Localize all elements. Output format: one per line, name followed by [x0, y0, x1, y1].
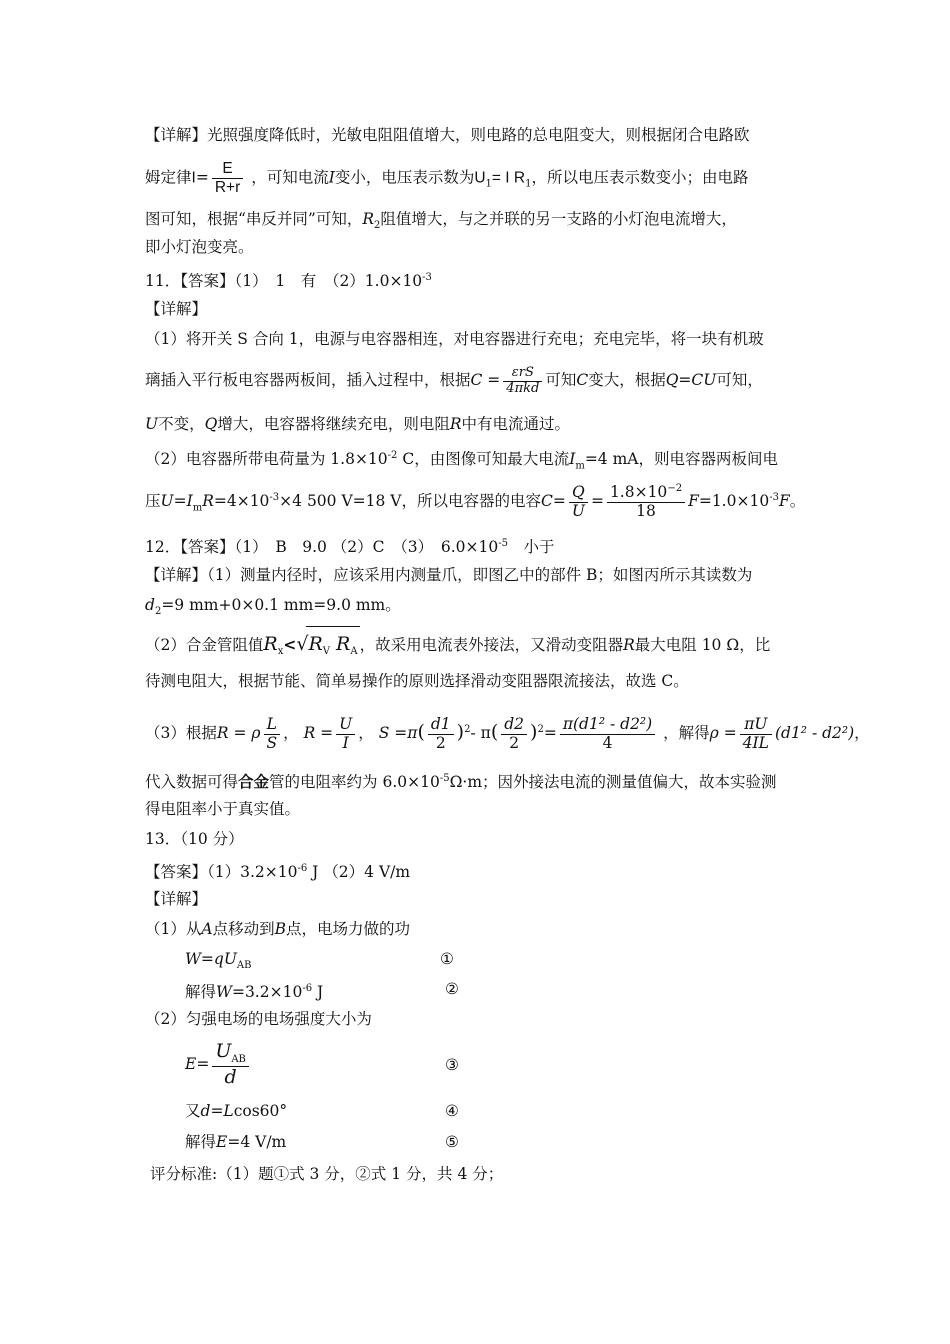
equation-marker: ①: [440, 950, 454, 968]
formula-fraction: $\frac{Q}{U}$: [569, 484, 588, 521]
formula-fraction: $\frac{d2}{2}$: [501, 716, 527, 753]
equation-marker: ④: [445, 1102, 459, 1120]
equation-marker: ⑤: [445, 1133, 459, 1151]
text-line: 图可知，根据“串反并同”可知，$R_2$阻值增大，与之并联的另一支路的小灯泡电流增大，: [145, 210, 737, 232]
answer-line: 【答案】$(1)3.2\times 10^{-6}$ J （2）4 V/m: [145, 863, 411, 882]
text-line: 【详解】（1）测量内径时，应该采用内测量爪，即图乙中的部件 B；如图丙所示其读数为: [145, 566, 753, 584]
equation-line: $W=qU_{AB}$: [185, 950, 252, 972]
formula-fraction: $\frac{1.8\times 10^{-2}}{18}$: [607, 483, 685, 521]
text-line: （3）根据R = ρ $\frac{L}{S}$ ， R = $\frac{U}{I}$ ， S =π( $\frac{d1}{2}$ )$^2$- π( $\frac{d2}{2}$ )$^2$= $\frac{\text{π(d1² - d2²)}}{4}$ ，解得ρ = $\frac{\pi U}{4IL}$ (d1² - d2²)，: [145, 714, 870, 752]
formula-fraction: $\frac{U}{I}$: [336, 716, 355, 753]
equation-line: E= $\frac{U_{AB}}{d}$: [185, 1040, 252, 1089]
text-line: 压$U=I_mR=4\times 10^{-3}\times 4$ 500 V=18 V，所以电容器的电容C= $\frac{Q}{U}$ = $\frac{1.8\times 10^{-2}}{18}$ $F=1.0\times 10^{-3}F$。: [145, 482, 806, 521]
formula-fraction: $\frac{d1}{2}$: [428, 716, 454, 753]
equation-marker: ③: [445, 1056, 459, 1074]
equation-marker: ②: [445, 980, 459, 998]
answer-line: 11．【答案】（1） 1 有 $(2)1.0\times 10^{-3}$: [145, 272, 432, 291]
text-line: 【详解】光照强度降低时，光敏电阻阻值增大，则电路的总电阻变大，则根据闭合电路欧: [145, 126, 750, 144]
text-line: 姆定律I= $\frac{E}{R+r}$ ，可知电流I变小，电压表示数为$U_1= I$ $R_1$，所以电压表示数变小；由电路: [145, 160, 749, 196]
text-line: U不变，Q增大，电容器将继续充电，则电阻R中有电流通过。: [145, 415, 571, 433]
formula-fraction: $\frac{\text{εrS}}{\text{4πkd}}$: [503, 366, 542, 397]
equation-line: 解得$W=3.2\times 10^{-6}$ J: [185, 983, 324, 1002]
text-line: 待测电阻大，根据节能、简单易操作的原则选择滑动变阻器限流接法，故选 C。: [145, 672, 689, 690]
formula-fraction: $\frac{\text{π(d1² - d2²)}}{4}$: [560, 716, 655, 753]
detail-heading: 【详解】: [145, 890, 208, 908]
text-line: （2）合金管阻值$R_x<√R_V$ $R_A$ ，故采用电流表外接法，又滑动变阻器R最大电阻 10 Ω，比: [145, 626, 770, 669]
text-line: $d_2=9$ mm+0×0.1 mm=9.0 mm。: [145, 596, 401, 618]
text-line: （2）电容器所带电荷量为 $1.8\times 10^{-2}$ C，由图像可知最大电流$I_m=4$ mA，则电容器两板间电: [145, 450, 778, 472]
equation-line: 解得E=4 V/m: [185, 1133, 287, 1151]
text-line: 即小灯泡变亮。: [145, 238, 254, 256]
text-line: （1）从A点移动到B点，电场力做的功: [145, 920, 410, 938]
formula-fraction: $\frac{L}{S}$: [264, 716, 281, 753]
text-line: 代入数据可得合金管的电阻率约为 $6.0\times 10^{-5}\Omega\cdot m$；因外接法电流的测量值偏大，故本实验测: [145, 773, 777, 792]
text-line: （1）将开关 S 合向 1，电源与电容器相连，对电容器进行充电；充电完毕，将一块有机玻: [145, 330, 764, 348]
detail-heading: 【详解】: [145, 300, 208, 318]
formula-fraction: $\frac{\pi U}{4IL}$: [740, 716, 772, 753]
formula-fraction: $\frac{U_{AB}}{d}$: [212, 1041, 249, 1088]
text-line: （2）匀强电场的电场强度大小为: [145, 1010, 372, 1028]
formula-fraction: $\frac{E}{R+r}$: [212, 160, 243, 197]
scoring-standard: 评分标准:（1）题①式 3 分，②式 1 分，共 4 分；: [150, 1165, 504, 1183]
text-line: 得电阻率小于真实值。: [145, 800, 301, 818]
question-heading: 13．（10 分）: [145, 830, 244, 848]
answer-line: 12．【答案】（1） B 9.0 （2）C （3） $6.0\times 10^{-5}$ 小于: [145, 538, 555, 557]
equation-line: 又d=Lcos60°: [185, 1102, 288, 1120]
text-line: 璃插入平行板电容器两板间，插入过程中，根据C = $\frac{\text{εrS}}{\text{4πkd}}$ 可知C变大，根据Q=CU可知，: [145, 364, 763, 396]
